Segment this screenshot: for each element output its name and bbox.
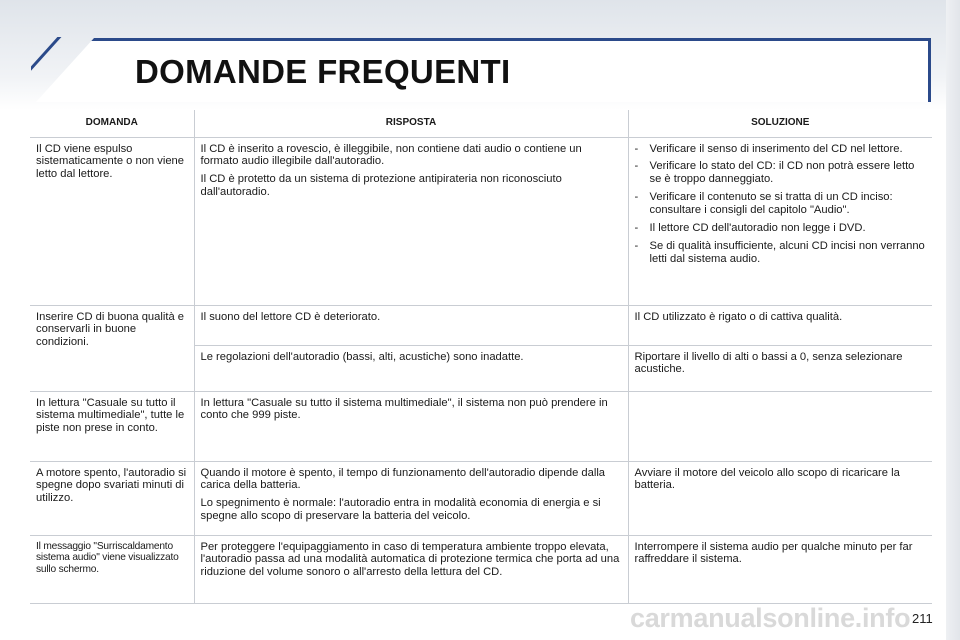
answer-cell: In lettura "Casuale su tutto il sistema multimediale", il sistema non può prendere in conto che 999 piste. (194, 391, 628, 461)
header-domanda: DOMANDA (30, 110, 194, 137)
answer-cell (194, 137, 628, 305)
table-row (30, 461, 932, 535)
table-row (30, 305, 932, 345)
solution-cell (628, 391, 932, 461)
question-cell: In lettura "Casuale su tutto il sistema multimediale", tutte le piste non prese in conto. (30, 391, 194, 461)
answer-cell: Le regolazioni dell'autoradio (bassi, alti, acustiche) sono inadatte. (194, 345, 628, 391)
answer-paragraph: Quando il motore è spento, il tempo di funzionamento dell'autoradio dipende dalla carica della batteria. (200, 466, 606, 492)
question-cell: Il messaggio "Surriscaldamento sistema audio" viene visualizzato sullo schermo. (30, 535, 194, 603)
solution-list (635, 143, 927, 267)
table-row (30, 535, 932, 603)
answer-paragraph: Lo spegnimento è normale: l'autoradio entra in modalità economia di energia e si spegne allo scopo di preservare la batteria del veicolo. (200, 497, 601, 523)
table-row (30, 137, 932, 305)
question-cell: Il CD viene espulso sistematicamente o non viene letto dal lettore. (30, 137, 194, 305)
solution-cell: Avviare il motore del veicolo allo scopo di ricaricare la batteria. (628, 461, 932, 535)
answer-paragraph: Il CD è protetto da un sistema di protezione antipirateria non riconosciuto dall'autoradio. (200, 173, 562, 199)
header-risposta: RISPOSTA (194, 110, 628, 137)
answer-cell: Per proteggere l'equipaggiamento in caso di temperatura ambiente troppo elevata, l'autoradio passa ad una modalità automatica di protezione termica che porta ad una riduzione del volume sonoro o all'arresto della lettura del CD. (194, 535, 628, 603)
page-number: 211 (912, 611, 933, 626)
answer-cell: Il suono del lettore CD è deteriorato. (194, 305, 628, 345)
title-tab-corner (31, 37, 103, 103)
faq-table (30, 110, 932, 604)
list-item: - Verificare il senso di inserimento del CD nel lettore. (635, 143, 927, 156)
page-edge (946, 0, 960, 640)
solution-cell: Interrompere il sistema audio per qualche minuto per far raffreddare il sistema. (628, 535, 932, 603)
list-item: - Se di qualità insufficiente, alcuni CD incisi non verranno letti dal sistema audio. (635, 240, 927, 266)
solution-cell: Il CD utilizzato è rigato o di cattiva qualità. (628, 305, 932, 345)
list-item: - Il lettore CD dell'autoradio non legge i DVD. (635, 222, 927, 235)
solution-cell (628, 137, 932, 305)
question-cell: Inserire CD di buona qualità e conservarli in buone condizioni. (30, 305, 194, 391)
table-row (30, 391, 932, 461)
answer-cell (194, 461, 628, 535)
solution-cell: Riportare il livello di alti o bassi a 0, senza selezionare acustiche. (628, 345, 932, 391)
table-header-row (30, 110, 932, 137)
question-cell: A motore spento, l'autoradio si spegne dopo svariati minuti di utilizzo. (30, 461, 194, 535)
page-title: DOMANDE FREQUENTI (135, 53, 511, 90)
list-item: - Verificare il contenuto se si tratta di un CD inciso: consultare i consigli del capitolo "Audio". (635, 191, 927, 217)
answer-paragraph: Il CD è inserito a rovescio, è illeggibile, non contiene dati audio o contiene un formato audio illegibile dall'autoradio. (200, 142, 582, 168)
watermark: carmanualsonline.info (630, 603, 911, 633)
header-soluzione: SOLUZIONE (628, 110, 932, 137)
list-item: - Verificare lo stato del CD: il CD non potrà essere letto se è troppo danneggiato. (635, 160, 927, 186)
